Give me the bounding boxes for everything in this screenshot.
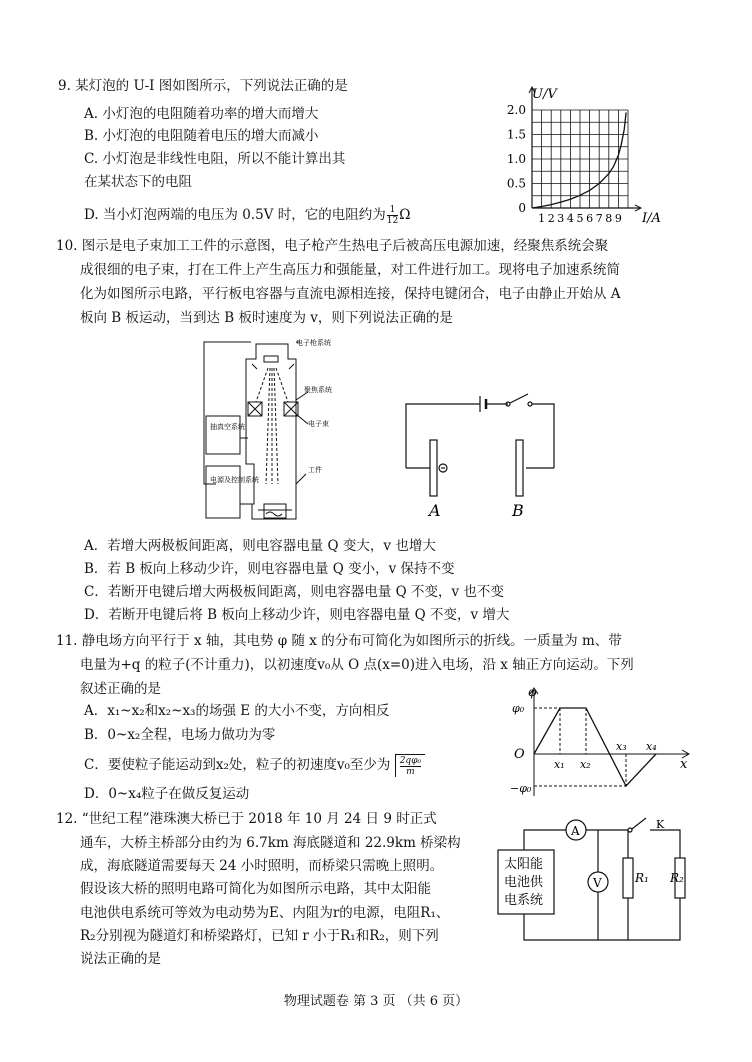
q10-option-c: C．若断开电键后增大两极板间距离，则电容器电量 Q 不变，v 也不变 (84, 584, 504, 600)
q10-line2: 成很细的电子束，打在工件上产生高压力和强能量，对工件进行加工。现将电子加速系统简 (80, 262, 620, 278)
page-footer: 物理试题卷 第 3 页 （共 6 页） (283, 994, 469, 1009)
q12-line6: R₂分别视为隧道灯和桥梁路灯，已知 r 小于R₁和R₂，则下列 (80, 928, 439, 944)
chart-ylabel: U/V (532, 87, 557, 102)
chart-x-tick-label: 1 (538, 212, 546, 225)
q11-line3: 叙述正确的是 (80, 681, 161, 697)
q10-line3: 化为如图所示电路，平行板电容器与直流电源相连接，保持电键闭合，电子由静止开始从 A (80, 286, 621, 302)
chart-xlabel: I/A (642, 211, 661, 226)
chart-y-tick-label: 1.0 (506, 152, 526, 166)
q10-line4: 板向 B 板运动，当到达 B 板时速度为 v，则下列说法正确的是 (80, 310, 453, 326)
chart-x-tick-label: 8 (605, 212, 613, 225)
solar-label-3: 电系统 (504, 893, 544, 908)
q11-line2: 电量为+q 的粒子(不计重力)，以初速度v₀从 O 点(x=0)进入电场，沿 x 轴正方向运动。下列 (80, 657, 634, 673)
x1-label: x₁ (554, 758, 565, 771)
switch-k-label: K (656, 818, 665, 831)
q12-line2: 通车，大桥主桥部分由约为 6.7km 海底隧道和 22.9km 桥梁构 (80, 835, 461, 851)
bridge-lighting-circuit (494, 810, 700, 950)
chart-x-tick-label: 5 (576, 212, 584, 225)
ammeter-label: A (571, 824, 580, 838)
phi-axis-label: φ (528, 685, 537, 699)
q11-line1: 11. 静电场方向平行于 x 轴，其电势 φ 随 x 的分布可简化为如图所示的折线。一质量为 m、带 (56, 633, 622, 649)
q9-option-d (84, 205, 410, 226)
chart-series (532, 113, 626, 209)
q9-option-d-text: D. 当小灯泡两端的电压为 0.5V 时，它的电阻约为 (84, 207, 386, 223)
unit-ohm: Ω (399, 207, 411, 223)
chart-y-tick-label: 0 (518, 201, 526, 215)
x2-label: x₂ (580, 758, 591, 771)
chart-x-tick-label: 6 (586, 212, 594, 225)
x4-label: x₄ (646, 740, 657, 753)
q10-option-b: B．若 B 板向上移动少许，则电容器电量 Q 变小，v 保持不变 (84, 561, 455, 577)
chart-x-tick-label: 3 (557, 212, 565, 225)
q9-option-b: B. 小灯泡的电阻随着电压的增大而减小 (84, 128, 319, 144)
voltmeter-label: V (593, 876, 602, 890)
origin-label: O (514, 747, 525, 762)
plate-b-label: B (512, 501, 524, 520)
chart-x-tick-label: 2 (547, 212, 555, 225)
chart-x-tick-label: 7 (595, 212, 603, 225)
q11-option-c (84, 754, 425, 777)
x-axis-label: x (680, 757, 688, 772)
work-label: 工件 (308, 466, 322, 474)
sqrt-expression (395, 754, 425, 777)
chart-tick-labels (507, 103, 622, 225)
chart-grid (532, 110, 628, 208)
q12-line7: 说法正确的是 (80, 951, 161, 967)
phi0-label: φ₀ (512, 702, 525, 715)
capacitor-circuit (396, 384, 566, 524)
beam-label: 电子束 (308, 420, 329, 428)
power-label: 电源及控制系统 (210, 476, 259, 484)
gun-label: 电子枪系统 (296, 339, 331, 347)
solar-label-2: 电池供 (504, 875, 544, 890)
chart-y-tick-label: 2.0 (506, 103, 526, 117)
sqrt-numerator: 2qφ₀ (399, 756, 422, 766)
sqrt-denominator: m (406, 767, 415, 777)
chart-y-tick-label: 1.5 (506, 127, 526, 142)
chart-x-tick-label: 4 (566, 212, 574, 225)
q9-stem: 9. 某灯泡的 U-I 图如图所示，下列说法正确的是 (58, 78, 348, 94)
q10-line1: 10. 图示是电子束加工工件的示意图，电子枪产生热电子后被高压电源加速，经聚焦系统会聚 (56, 238, 609, 254)
q11-option-a: A．x₁~x₂和x₂~x₃的场强 E 的大小不变，方向相反 (84, 703, 390, 719)
q12-line3: 成，海底隧道需要每天 24 小时照明，而桥梁只需晚上照明。 (80, 858, 444, 874)
q10-option-a: A．若增大两极板间距离，则电容器电量 Q 变大，v 也增大 (84, 538, 436, 554)
solar-label-1: 太阳能 (504, 857, 544, 872)
fraction-denominator: 12 (386, 216, 399, 226)
q9-option-c-cont: 在某状态下的电阻 (84, 174, 192, 190)
q9-option-a: A. 小灯泡的电阻随着功率的增大而增大 (84, 106, 319, 122)
fraction-numerator: 1 (387, 205, 398, 216)
r2-label: R₂ (670, 871, 684, 885)
q12-line1: 12. “世纪工程”港珠澳大桥已于 2018 年 10 月 24 日 9 时正式 (56, 811, 437, 827)
focus-label: 聚焦系统 (304, 386, 332, 394)
chart-series-line (532, 113, 626, 209)
chart-y-tick-label: 0.5 (506, 176, 526, 191)
q12-line5: 电池供电系统可等效为电动势为E、内阻为r的电源，电阻R₁、 (80, 905, 450, 921)
q11-option-c-text: C．要使粒子能运动到x₂处，粒子的初速度v₀至少为 (84, 757, 391, 773)
q12-line4: 假设该大桥的照明电路可简化为如图所示电路，其中太阳能 (80, 881, 431, 897)
ui-chart (496, 80, 676, 230)
neg-phi0-label: −φ₀ (510, 782, 532, 795)
q9-option-c: C. 小灯泡是非线性电阻，所以不能计算出其 (84, 151, 346, 167)
q10-option-d: D．若断开电键后将 B 板向上移动少许，则电容器电量 Q 不变，v 增大 (84, 607, 510, 623)
potential-graph (508, 684, 694, 802)
q11-option-b: B．0~x₂全程，电场力做功为零 (84, 727, 276, 743)
fraction (387, 205, 398, 226)
x3-label: x₃ (616, 740, 627, 753)
chart-x-tick-label: 9 (614, 212, 622, 225)
r1-label: R₁ (635, 871, 649, 885)
plate-a-label: A (429, 501, 441, 520)
vacuum-label: 抽真空系统 (210, 423, 245, 431)
q11-option-d: D．0~x₄粒子在做反复运动 (84, 786, 250, 802)
electron-beam-diagram (196, 334, 366, 524)
